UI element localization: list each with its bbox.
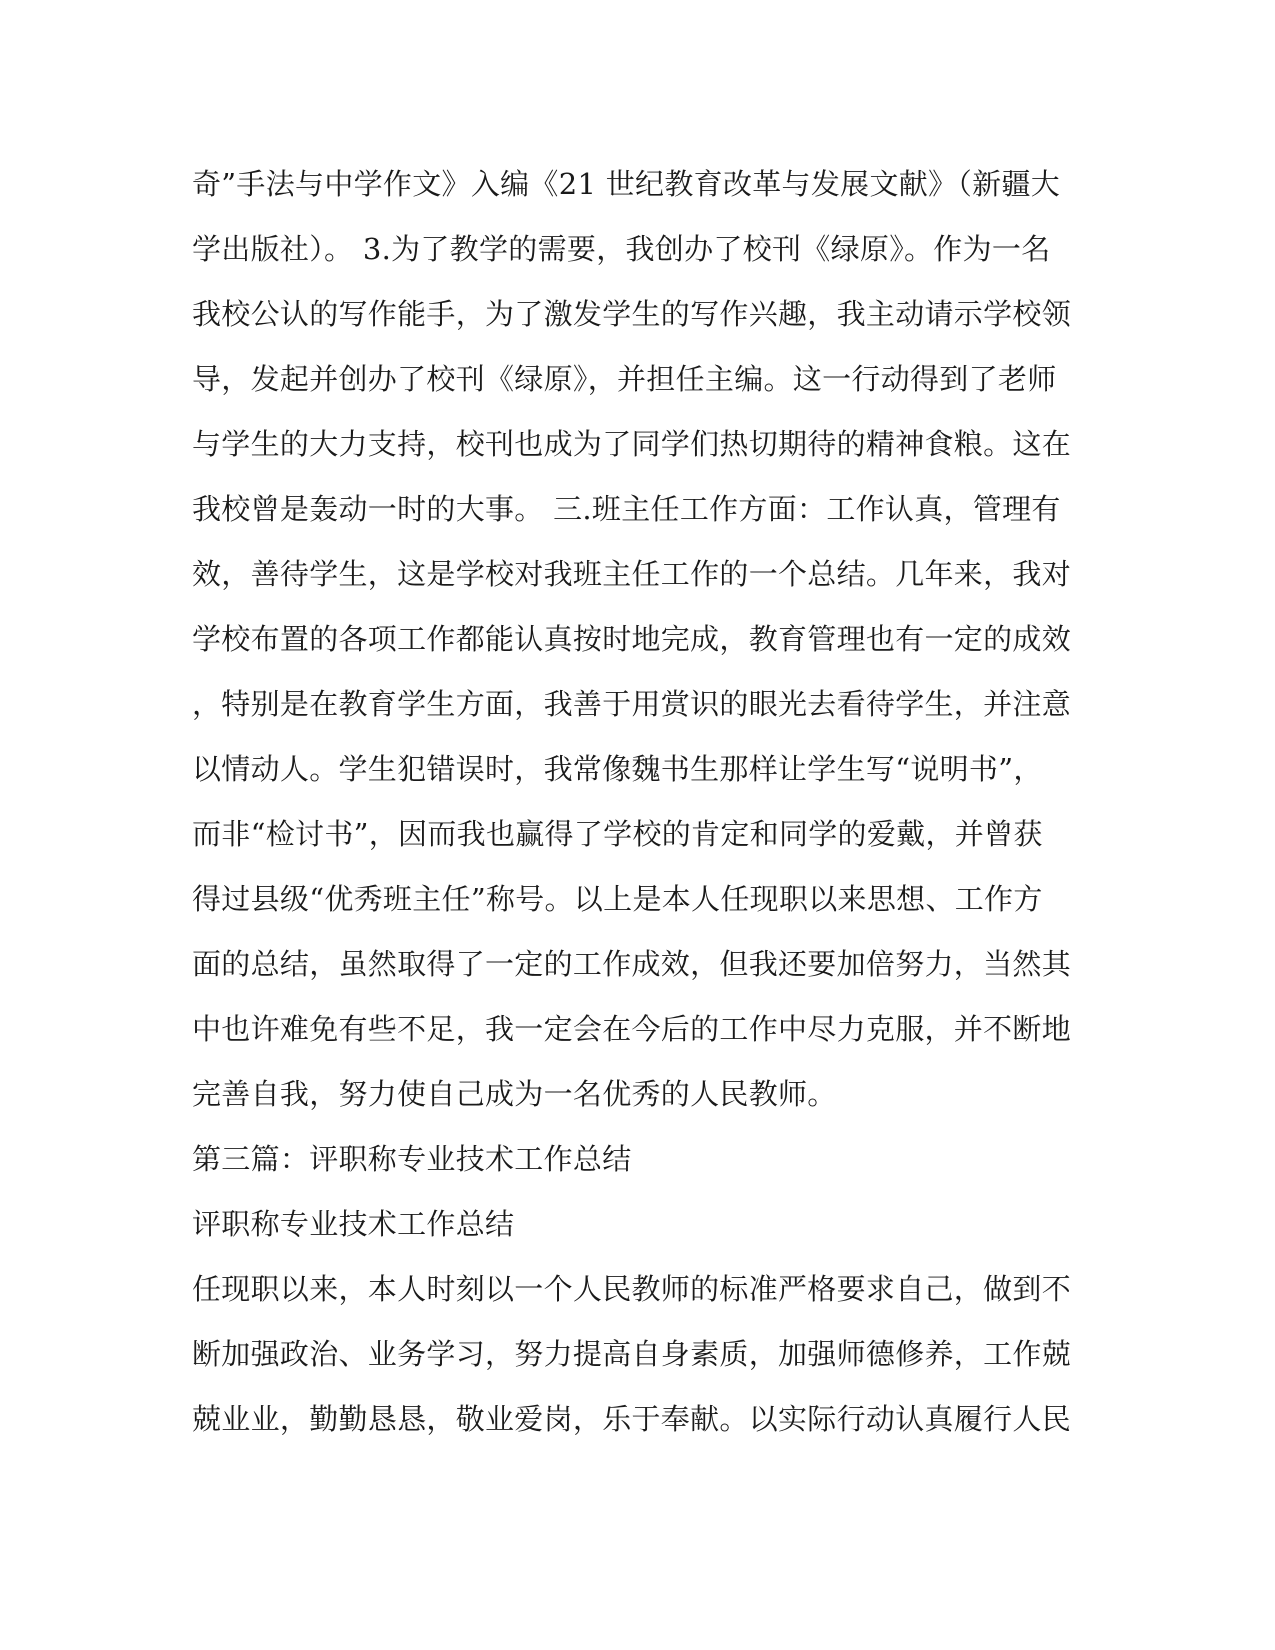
document-body	[192, 152, 1092, 1452]
body-line: 效，善待学生，这是学校对我班主任工作的一个总结。几年来，我对	[192, 557, 1072, 591]
body-line: 而非“检讨书”，因而我也赢得了学校的肯定和同学的爱戴，并曾获	[192, 817, 1043, 851]
body-line: 导，发起并创办了校刊《绿原》，并担任主编。这一行动得到了老师	[192, 362, 1057, 396]
body-line: 中也许难免有些不足，我一定会在今后的工作中尽力克服，并不断地	[192, 1012, 1072, 1046]
body-line: 断加强政治、业务学习，努力提高自身素质，加强师德修养，工作兢	[192, 1337, 1072, 1371]
section-heading: 第三篇：评职称专业技术工作总结	[192, 1142, 632, 1176]
body-line: 我校曾是轰动一时的大事。 三.班主任工作方面：工作认真，管理有	[192, 492, 1061, 526]
body-line: 奇”手法与中学作文》入编《21 世纪教育改革与发展文献》（新疆大	[192, 167, 1061, 201]
body-line: 完善自我，努力使自己成为一名优秀的人民教师。	[192, 1077, 837, 1111]
body-line: 以情动人。学生犯错误时，我常像魏书生那样让学生写“说明书”，	[192, 752, 1043, 786]
body-line: ，特别是在教育学生方面，我善于用赏识的眼光去看待学生，并注意	[192, 687, 1072, 721]
body-line: 与学生的大力支持，校刊也成为了同学们热切期待的精神食粮。这在	[192, 427, 1072, 461]
body-line: 得过县级“优秀班主任”称号。以上是本人任现职以来思想、工作方	[192, 882, 1043, 916]
body-line: 学校布置的各项工作都能认真按时地完成，教育管理也有一定的成效	[192, 622, 1072, 656]
section-title: 评职称专业技术工作总结	[192, 1207, 515, 1241]
body-line: 任现职以来，本人时刻以一个人民教师的标准严格要求自己，做到不	[192, 1272, 1072, 1306]
body-line: 兢业业，勤勤恳恳，敬业爱岗，乐于奉献。以实际行动认真履行人民	[192, 1402, 1072, 1436]
body-line: 面的总结，虽然取得了一定的工作成效，但我还要加倍努力，当然其	[192, 947, 1072, 981]
body-line: 我校公认的写作能手，为了激发学生的写作兴趣，我主动请示学校领	[192, 297, 1072, 331]
body-line: 学出版社）。 3.为了教学的需要，我创办了校刊《绿原》。作为一名	[192, 232, 1051, 266]
